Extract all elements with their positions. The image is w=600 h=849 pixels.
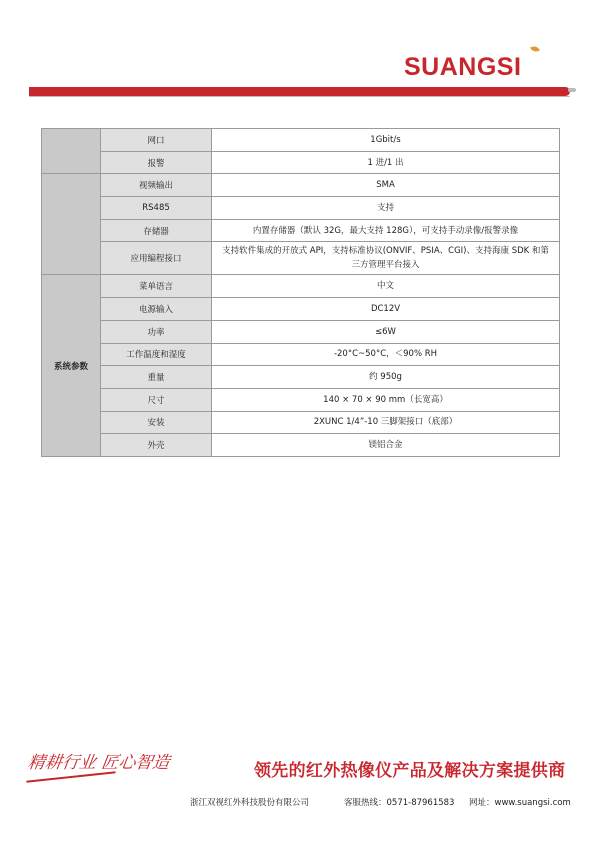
row-value: 约 950g [212,366,560,389]
table-row [42,197,560,220]
group-cell-1 [42,129,101,174]
row-label: 功率 [101,320,212,343]
row-value [212,242,560,275]
row-value-line: 支持软件集成的开放式 API，支持标准协议(ONVIF、PSIA、CGI)、支持海康 SDK 和第 [222,246,549,257]
row-label: 安装 [101,411,212,434]
footer-hotline: 客服热线：0571-87961583 [344,798,455,808]
slogan-handwritten: 精耕行业 匠心智造 [26,753,171,773]
row-value: 内置存储器（默认 32G，最大支持 128G），可支持手动录像/报警录像 [212,219,560,242]
table-row [42,320,560,343]
spec-table [41,128,560,457]
group-cell-system-params: 系统参数 [42,275,101,457]
row-value: ≤6W [212,320,560,343]
table-row [42,366,560,389]
table-row [42,434,560,457]
header-bar-tip [568,88,576,92]
row-value: SMA [212,174,560,197]
row-label: 工作温度和湿度 [101,343,212,366]
row-label: 尺寸 [101,388,212,411]
row-label: 视频输出 [101,174,212,197]
row-label: 报警 [101,151,212,174]
row-value-line: 三方管理平台接入 [351,260,420,271]
header-red-bar [29,87,570,96]
row-value: 1Gbit/s [212,129,560,152]
row-label: RS485 [101,197,212,220]
table-row [42,151,560,174]
table-row [42,219,560,242]
row-label: 重量 [101,366,212,389]
row-label: 外壳 [101,434,212,457]
footer-website: 网址：www.suangsi.com [469,798,571,808]
table-row [42,298,560,321]
table-row [42,242,560,275]
row-value: 支持 [212,197,560,220]
header-divider [29,96,570,97]
brand-logo: SUANGSI [404,54,521,80]
footer-company: 浙江双视红外科技股份有限公司 [190,798,310,808]
group-cell-2 [42,174,101,275]
row-value: 1 进/1 出 [212,151,560,174]
table-row [42,388,560,411]
table-row [42,275,560,298]
row-value: 140 × 70 × 90 mm（长宽高） [212,388,560,411]
row-label: 网口 [101,129,212,152]
logo-leaf-icon [530,45,540,53]
row-value: 中文 [212,275,560,298]
row-value: DC12V [212,298,560,321]
table-row [42,174,560,197]
row-value: -20°C~50°C，＜90% RH [212,343,560,366]
row-label: 存储器 [101,219,212,242]
table-row [42,343,560,366]
table-row [42,411,560,434]
row-label: 应用编程接口 [101,242,212,275]
slogan-tagline: 领先的红外热像仪产品及解决方案提供商 [254,761,566,781]
row-value: 2XUNC 1/4”-10 三脚架接口（底部） [212,411,560,434]
row-label: 菜单语言 [101,275,212,298]
table-row [42,129,560,152]
row-value: 镁铝合金 [212,434,560,457]
row-label: 电源输入 [101,298,212,321]
